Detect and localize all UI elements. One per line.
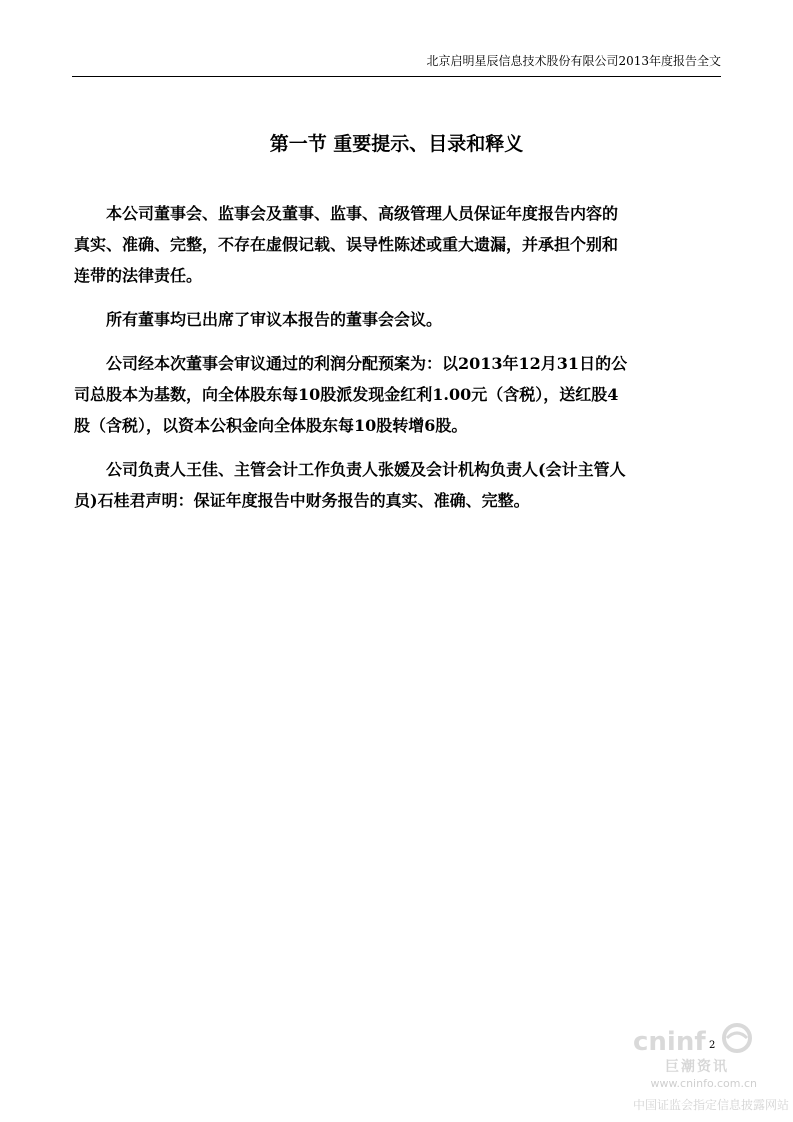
paragraph-line: 本公司董事会、监事会及董事、监事、高级管理人员保证年度报告内容的 <box>106 204 619 223</box>
paragraph-financial-statement <box>74 454 719 516</box>
cninfo-watermark <box>589 1020 789 1116</box>
section-title: 第一节 重要提示、目录和释义 <box>269 133 524 155</box>
cninfo-logo-text: cninf <box>633 1027 706 1057</box>
paragraph-line: 公司经本次董事会审议通过的利润分配预案为：以2013年12月31日的公 <box>106 354 628 373</box>
paragraph-line: 司总股本为基数，向全体股东每10股派发现金红利1.00元（含税），送红股4 <box>74 385 619 404</box>
paragraph-line: 公司负责人王佳、主管会计工作负责人张媛及会计机构负责人(会计主管人 <box>106 460 626 479</box>
running-header-title: 北京启明星辰信息技术股份有限公司2013年度报告全文 <box>426 54 721 68</box>
running-header <box>72 52 721 77</box>
notice-body <box>74 198 719 529</box>
cninfo-caption: 中国证监会指定信息披露网站 <box>632 1098 789 1112</box>
paragraph-line: 股（含税），以资本公积金向全体股东每10股转增6股。 <box>74 416 468 435</box>
paragraph-responsibility <box>74 198 719 291</box>
cninfo-swirl-arc <box>727 1033 747 1038</box>
paragraph-line: 所有董事均已出席了审议本报告的董事会会议。 <box>106 310 443 329</box>
cninfo-brand: 巨潮资讯 <box>665 1059 729 1075</box>
page-number: 2 <box>709 1040 716 1051</box>
paragraph-line: 连带的法律责任。 <box>74 266 203 285</box>
paragraph-line: 真实、准确、完整，不存在虚假记载、误导性陈述或重大遗漏，并承担个别和 <box>74 235 619 254</box>
paragraph-profit-distribution <box>74 348 719 441</box>
paragraph-attendance <box>74 304 719 335</box>
cninfo-logo <box>633 1020 753 1060</box>
paragraph-line: 员)石桂君声明：保证年度报告中财务报告的真实、准确、完整。 <box>74 491 530 510</box>
cninfo-url: www.cninfo.com.cn <box>650 1077 757 1090</box>
